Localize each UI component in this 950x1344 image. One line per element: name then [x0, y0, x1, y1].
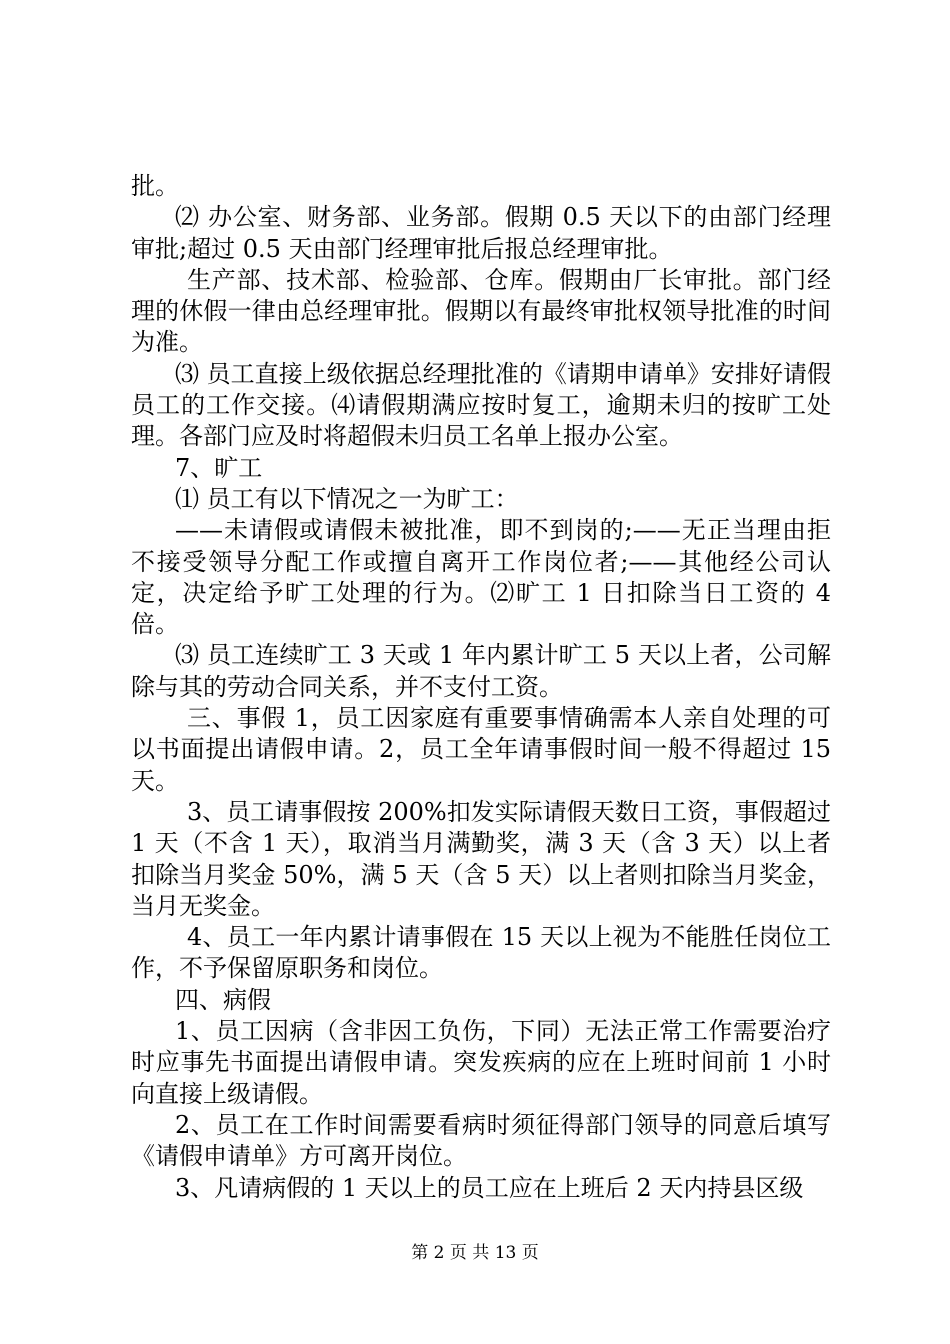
paragraph: ⑴ 员工有以下情况之一为旷工： [175, 484, 519, 513]
paragraph: 1、员工因病（含非因工负伤，下同）无法正常工作需要治疗时应事先书面提出请假申请。突发疾病的应在上班时间前 1 小时向直接上级请假。 [131, 1017, 831, 1108]
paragraph: ⑵ 办公室、财务部、业务部。假期 0.5 天以下的由部门经理审批;超过 0.5 天由部门经理审批后报总经理审批。 [131, 203, 831, 263]
section-heading: 7、旷工 [175, 453, 263, 482]
paragraph: 3、凡请病假的 1 天以上的员工应在上班后 2 天内持县区级 [175, 1173, 804, 1202]
paragraph: 生产部、技术部、检验部、仓库。假期由厂长审批。部门经理的休假一律由总经理审批。假期以有最终审批权领导批准的时间为准。 [131, 265, 831, 357]
section-heading: 四、病假 [175, 985, 271, 1014]
paragraph: ——未请假或请假未被批准，即不到岗的;——无正当理由拒不接受领导分配工作或擅自离开工作岗位者;——其他经公司认定，决定给予旷工处理的行为。⑵旷工 1 日扣除当日工资的 4 倍。 [131, 516, 831, 639]
paragraph: ⑶ 员工连续旷工 3 天或 1 年内累计旷工 5 天以上者，公司解除与其的劳动合同关系，并不支付工资。 [131, 641, 831, 701]
paragraph: 三、事假 1，员工因家庭有重要事情确需本人亲自处理的可以书面提出请假申请。2，员工全年请事假时间一般不得超过 15 天。 [131, 704, 831, 795]
document-body [131, 171, 831, 1204]
paragraph: ⑶ 员工直接上级依据总经理批准的《请期申请单》安排好请假员工的工作交接。⑷请假期满应按时复工，逾期未归的按旷工处理。各部门应及时将超假未归员工名单上报办公室。 [131, 359, 831, 451]
paragraph: 批。 [131, 172, 179, 200]
paragraph: 2、员工在工作时间需要看病时须征得部门领导的同意后填写《请假申请单》方可离开岗位。 [131, 1110, 831, 1171]
page-number-label: 第 2 页 共 13 页 [411, 1243, 539, 1263]
page-footer [0, 1243, 950, 1263]
paragraph: 3、员工请事假按 200%扣发实际请假天数日工资，事假超过 1 天（不含 1 天），取消当月满勤奖，满 3 天（含 3 天）以上者扣除当月奖金 50%，满 5 天（含 5 天）以上者则扣除当月奖金，当月无奖金。 [131, 797, 831, 920]
paragraph: 4、员工一年内累计请事假在 15 天以上视为不能胜任岗位工作，不予保留原职务和岗位。 [131, 923, 831, 983]
